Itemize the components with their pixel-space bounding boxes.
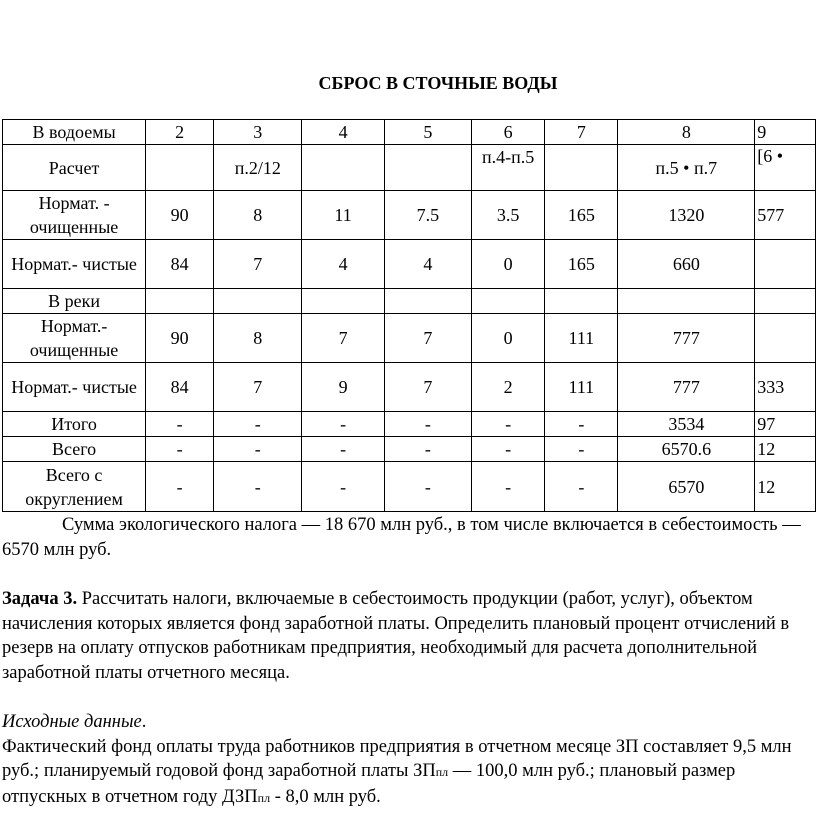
header-cell: 6	[472, 120, 545, 145]
table-cell: 1320	[618, 191, 755, 240]
calc-row	[3, 145, 816, 191]
table-cell: -	[302, 462, 384, 512]
table-cell: 577	[755, 191, 816, 240]
table-cell: 7	[384, 314, 471, 363]
table-row	[3, 314, 816, 363]
table-row	[3, 412, 816, 437]
table-cell: 84	[146, 240, 214, 289]
source-text-3: - 8,0 млн руб.	[270, 786, 381, 807]
table-cell: 84	[146, 363, 214, 412]
row-label: Нормат. - очищенные	[3, 191, 146, 240]
table-cell: 90	[146, 191, 214, 240]
table-cell: 9	[302, 363, 384, 412]
table-cell: 111	[545, 314, 618, 363]
row-label: Итого	[3, 412, 146, 437]
table-cell: -	[146, 412, 214, 437]
table-cell: -	[472, 412, 545, 437]
row-label: Нормат.- чистые	[3, 363, 146, 412]
row-label: Всего	[3, 437, 146, 462]
table-cell: 165	[545, 191, 618, 240]
table-cell: 8	[214, 314, 302, 363]
source-sub-2: пл	[257, 790, 271, 805]
table-cell: 0	[472, 240, 545, 289]
table-cell	[755, 240, 816, 289]
table-cell: 165	[545, 240, 618, 289]
table-cell: -	[146, 462, 214, 512]
calc-cell	[302, 145, 384, 191]
table-cell: 7	[214, 240, 302, 289]
table-cell: 6570.6	[618, 437, 755, 462]
table-row	[3, 437, 816, 462]
task3-paragraph	[2, 587, 814, 685]
header-cell: 4	[302, 120, 384, 145]
table-cell: 7	[302, 314, 384, 363]
table-cell: 97	[755, 412, 816, 437]
table-cell: -	[384, 462, 471, 512]
table-cell: 4	[384, 240, 471, 289]
table-cell: 7.5	[384, 191, 471, 240]
discharge-table	[2, 119, 816, 512]
table-cell: 11	[302, 191, 384, 240]
calc-cell: п.4-п.5	[472, 145, 545, 191]
table-cell: 90	[146, 314, 214, 363]
table-cell: 2	[472, 363, 545, 412]
table-row	[3, 240, 816, 289]
table-cell: 111	[545, 363, 618, 412]
table-cell: 660	[618, 240, 755, 289]
table-row	[3, 462, 816, 512]
table-cell	[755, 314, 816, 363]
page-title: СБРОС В СТОЧНЫЕ ВОДЫ	[318, 73, 558, 93]
table-row	[3, 191, 816, 240]
table-cell: 7	[214, 363, 302, 412]
table-cell: 4	[302, 240, 384, 289]
header-cell: В водоемы	[3, 120, 146, 145]
table-cell: 12	[755, 437, 816, 462]
header-cell: 2	[146, 120, 214, 145]
source-heading: Исходные данные	[2, 712, 142, 732]
row-label: Нормат.- чистые	[3, 240, 146, 289]
header-row	[3, 120, 816, 145]
table-cell: 0	[472, 314, 545, 363]
table-cell: -	[545, 412, 618, 437]
header-cell: 3	[214, 120, 302, 145]
summary-paragraph: Сумма экологического налога — 18 670 млн руб., в том числе включается в себестоимость — 6570 млн руб.	[2, 515, 801, 560]
table-cell: -	[146, 437, 214, 462]
table-cell: 6570	[618, 462, 755, 512]
header-cell: 5	[384, 120, 471, 145]
section-row	[3, 289, 816, 314]
table-cell: 7	[384, 363, 471, 412]
table-cell: -	[545, 462, 618, 512]
table-cell: -	[214, 462, 302, 512]
calc-cell	[146, 145, 214, 191]
table-cell: -	[472, 437, 545, 462]
table-cell: 777	[618, 314, 755, 363]
header-cell: 7	[545, 120, 618, 145]
source-heading-end: .	[141, 712, 147, 732]
source-text-2: — 100,0 млн руб.; плановый размер отпускных в отчетном году ДЗП	[2, 761, 736, 807]
header-cell: 8	[618, 120, 755, 145]
calc-cell: п.5 • п.7	[618, 145, 755, 191]
table-cell: -	[545, 437, 618, 462]
section-label: В реки	[3, 289, 146, 314]
table-cell: 333	[755, 363, 816, 412]
calc-cell	[384, 145, 471, 191]
task3-text: Рассчитать налоги, включаемые в себестоимость продукции (работ, услуг), объектом начисления которых является фонд заработной платы. Определить плановый процент отчислений в резерв на оплату отпусков работникам предприятия, необходимый для расчета дополнительной заработной платы отчетного месяца.	[2, 589, 790, 683]
table-cell: -	[214, 412, 302, 437]
header-cell: 9	[755, 120, 816, 145]
table-cell: 3534	[618, 412, 755, 437]
calc-cell: Расчет	[3, 145, 146, 191]
table-cell: 3.5	[472, 191, 545, 240]
calc-cell: [6 •	[755, 145, 816, 191]
source-text-1: Фактический фонд оплаты труда работников предприятия в отчетном месяце ЗП составляет 9,5 млн руб.; планируемый годовой фонд заработной платы ЗП	[2, 736, 792, 781]
row-label: Всего с округлением	[3, 462, 146, 512]
table-cell: -	[472, 462, 545, 512]
calc-cell	[545, 145, 618, 191]
source-data-paragraph	[2, 710, 814, 810]
table-cell: -	[302, 412, 384, 437]
table-cell: 777	[618, 363, 755, 412]
source-sub-1: пл	[435, 765, 449, 779]
table-cell: 12	[755, 462, 816, 512]
table-cell: 8	[214, 191, 302, 240]
table-cell: -	[384, 412, 471, 437]
table-cell: -	[384, 437, 471, 462]
table-cell: -	[302, 437, 384, 462]
table-cell: -	[214, 437, 302, 462]
task3-label: Задача 3.	[2, 589, 78, 609]
calc-cell: п.2/12	[214, 145, 302, 191]
row-label: Нормат.- очищенные	[3, 314, 146, 363]
table-row	[3, 363, 816, 412]
